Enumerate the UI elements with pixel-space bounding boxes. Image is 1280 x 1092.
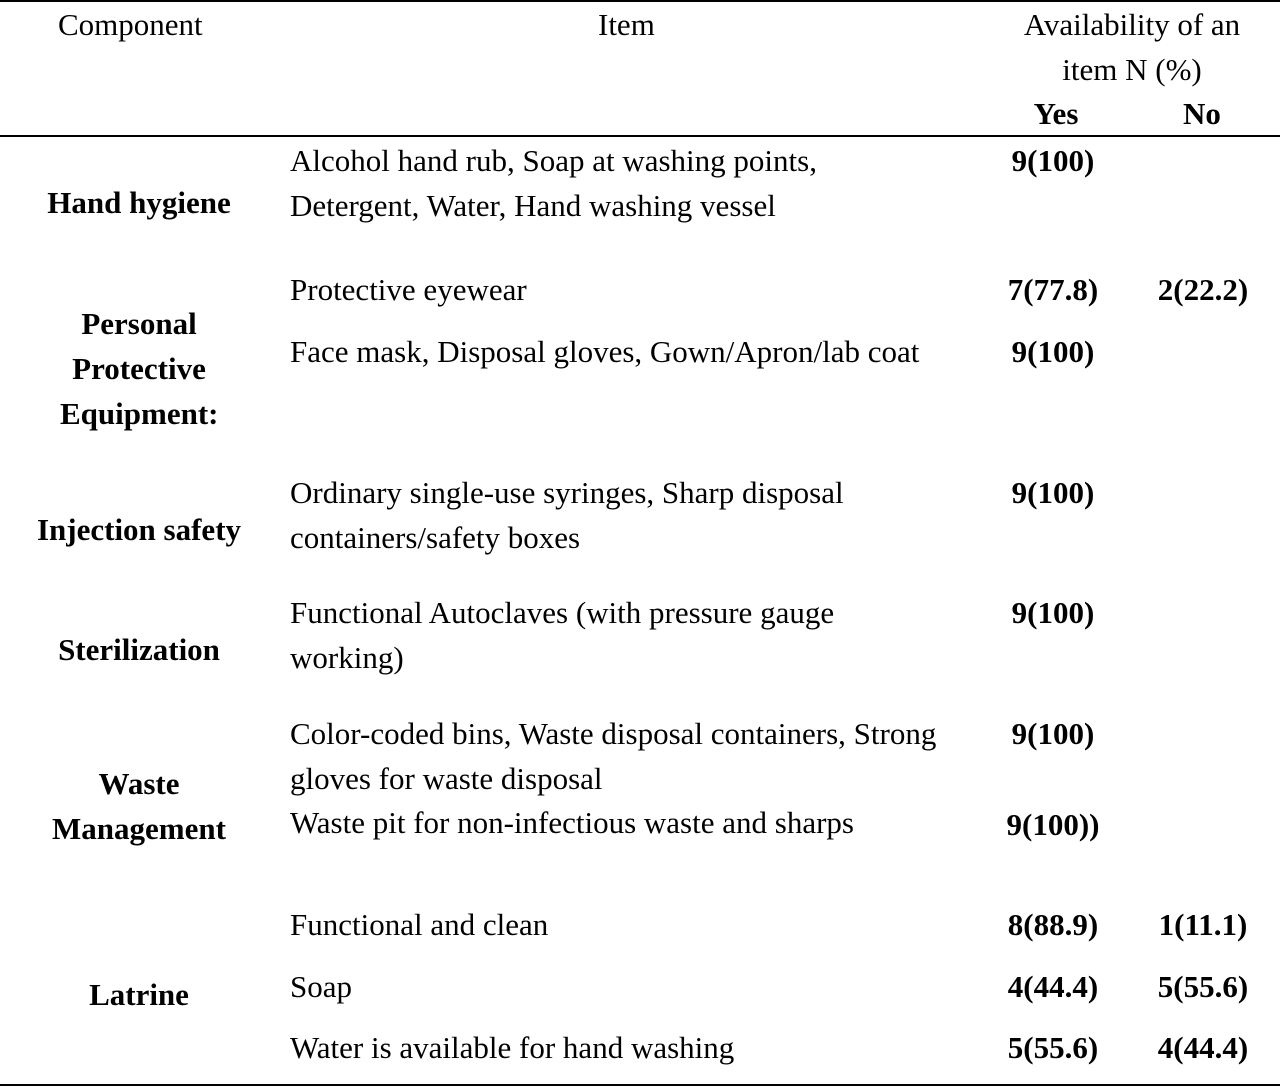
yes-cell: 9(100) (1011, 595, 1095, 630)
header-availability-line1: Availability of an (1023, 7, 1241, 42)
item-cell: Protective eyewear (290, 272, 527, 307)
item-cell: Soap (290, 969, 352, 1004)
component-cell: Latrine (89, 977, 189, 1012)
item-cell: Functional Autoclaves (with pressure gauge working) (290, 595, 835, 675)
item-cell: Face mask, Disposal gloves, Gown/Apron/lab coat (290, 334, 920, 369)
yes-cell: 9(100) (1011, 475, 1095, 510)
header-item: Item (598, 7, 655, 42)
table-header-rule (0, 135, 1280, 137)
no-cell: 4(44.4) (1157, 1030, 1249, 1065)
yes-cell: 9(100)) (1006, 807, 1100, 842)
yes-cell: 9(100) (1011, 716, 1095, 751)
component-cell: Personal Protective Equipment: (60, 306, 219, 431)
header-availability-line2: item N (%) (1062, 52, 1202, 87)
yes-cell: 9(100) (1011, 143, 1095, 178)
yes-cell: 9(100) (1011, 334, 1095, 369)
yes-cell: 7(77.8) (1007, 272, 1099, 307)
item-cell: Waste pit for non-infectious waste and sharps (290, 805, 854, 840)
yes-cell: 8(88.9) (1007, 907, 1099, 942)
item-cell: Functional and clean (290, 907, 549, 942)
item-cell: Ordinary single-use syringes, Sharp disposal containers/safety boxes (290, 475, 844, 555)
component-cell: Hand hygiene (47, 185, 231, 220)
component-cell: Sterilization (58, 632, 220, 667)
header-component: Component (58, 7, 203, 42)
yes-cell: 5(55.6) (1007, 1030, 1099, 1065)
header-yes: Yes (1033, 96, 1079, 131)
table-bottom-rule (0, 1084, 1280, 1086)
item-cell: Color-coded bins, Waste disposal containers, Strong gloves for waste disposal (290, 716, 937, 796)
component-cell: Waste Management (52, 766, 226, 846)
item-cell: Alcohol hand rub, Soap at washing points, Detergent, Water, Hand washing vessel (290, 143, 817, 223)
yes-cell: 4(44.4) (1007, 969, 1099, 1004)
no-cell: 2(22.2) (1157, 272, 1249, 307)
no-cell: 1(11.1) (1158, 907, 1248, 942)
item-cell: Water is available for hand washing (290, 1030, 735, 1065)
component-cell: Injection safety (36, 512, 242, 547)
header-no: No (1183, 96, 1221, 131)
no-cell: 5(55.6) (1157, 969, 1249, 1004)
